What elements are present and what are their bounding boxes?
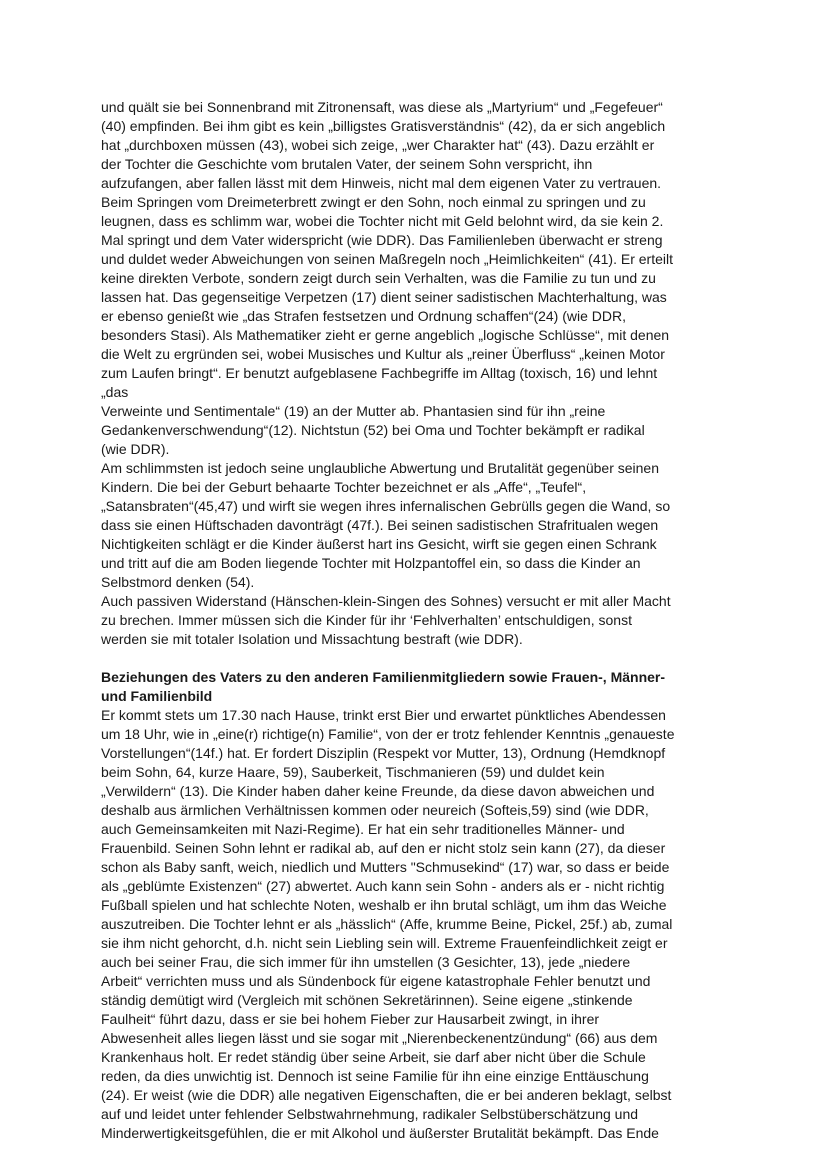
- text-line: auf und leidet unter fehlender Selbstwahrnehmung, radikaler Selbstüberschätzung und: [101, 1106, 639, 1122]
- text-line: auszutreiben. Die Tochter lehnt er als „hässlich“ (Affe, krumme Beine, Pickel, 25f.) ab, zumal: [101, 916, 673, 932]
- text-line: Beim Springen vom Dreimeterbrett zwingt er den Sohn, noch einmal zu springen und zu: [101, 194, 646, 210]
- paragraph-block-family-relations: [101, 706, 731, 1143]
- text-line: Frauenbild. Seinen Sohn lehnt er radikal ab, auf den er nicht stolz sein kann (27), da dieser: [101, 840, 666, 856]
- text-line: besonders Stasi). Als Mathematiker zieht er gerne angeblich „logische Schlüsse“, mit denen: [101, 327, 670, 343]
- text-line: Er kommt stets um 17.30 nach Hause, trinkt erst Bier und erwartet pünktliches Abendessen: [101, 707, 666, 723]
- text-line: und duldet weder Abweichungen von seinen Maßregeln noch „Heimlichkeiten“ (41). Er erteilt: [101, 251, 673, 267]
- text-line: der Tochter die Geschichte vom brutalen Vater, der seinem Sohn verspricht, ihn: [101, 156, 593, 172]
- text-line: zum Laufen bringt“. Er benutzt aufgeblasene Fachbegriffe im Alltag (toxisch, 16) und lehnt: [101, 365, 658, 381]
- text-line: „Verwildern“ (13). Die Kinder haben daher keine Freunde, da diese davon abweichen und: [101, 783, 655, 799]
- text-line: reden, da dies unwichtig ist. Dennoch ist seine Familie für ihn eine einzige Enttäuschung: [101, 1068, 649, 1084]
- text-line: Abwesenheit alles liegen lässt und sie sogar mit „Nierenbeckenentzündung“ (66) aus dem: [101, 1030, 658, 1046]
- text-line: um 18 Uhr, wie in „eine(r) richtige(n) Familie“, von der er trotz fehlender Kenntnis „genaueste: [101, 726, 675, 742]
- text-line: Krankenhaus holt. Er redet ständig über seine Arbeit, sie darf aber nicht über die Schule: [101, 1049, 646, 1065]
- text-line: (24). Er weist (wie die DDR) alle negativen Eigenschaften, die er bei anderen beklagt, selbst: [101, 1087, 672, 1103]
- text-line: deshalb aus ärmlichen Verhältnissen kommen oder neureich (Softeis,59) sind (wie DDR,: [101, 802, 649, 818]
- text-line: auch bei seiner Frau, die sich immer für ihn umstellen (3 Gesichter, 13), jede „niedere: [101, 954, 631, 970]
- text-line: Am schlimmsten ist jedoch seine unglaubliche Abwertung und Brutalität gegenüber seinen: [101, 460, 660, 476]
- text-line: (40) empfinden. Bei ihm gibt es kein „billigstes Gratisverständnis“ (42), da er sich angeblich: [101, 118, 666, 134]
- text-line: zu brechen. Immer müssen sich die Kinder für ihr ‘Fehlverhalten’ entschuldigen, sonst: [101, 612, 632, 628]
- text-line: (wie DDR).: [101, 441, 170, 457]
- text-line: als „geblümte Existenzen“ (27) abwertet. Auch kann sein Sohn - anders als er - nicht richtig: [101, 878, 665, 894]
- text-line: Beziehungen des Vaters zu den anderen Familienmitgliedern sowie Frauen-, Männer-: [101, 669, 666, 685]
- text-line: werden sie mit totaler Isolation und Missachtung bestraft (wie DDR).: [101, 631, 523, 647]
- text-line: und tritt auf die am Boden liegende Tochter mit Holzpantoffel ein, so dass die Kinder an: [101, 555, 641, 571]
- text-line: „das: [101, 384, 129, 400]
- text-line: leugnen, dass es schlimm war, wobei die Tochter nicht mit Geld belohnt wird, da sie kein 2.: [101, 213, 664, 229]
- text-line: sie ihm nicht gehorcht, d.h. nicht sein Liebling sein will. Extreme Frauenfeindlichkeit zeigt er: [101, 935, 668, 951]
- text-line: auch Gemeinsamkeiten mit Nazi-Regime). Er hat ein sehr traditionelles Männer- und: [101, 821, 625, 837]
- text-line: schon als Baby sanft, weich, niedlich und Mutters "Schmusekind“ (17) war, so dass er beide: [101, 859, 670, 875]
- section-gap: [101, 649, 731, 668]
- text-line: Fußball spielen und hat schlechte Noten, weshalb er ihn brutal schlägt, um ihm das Weiche: [101, 897, 667, 913]
- text-line: aufzufangen, aber fallen lässt mit dem Hinweis, nicht mal dem eigenen Vater zu vertrauen.: [101, 175, 662, 191]
- section-heading: [101, 668, 731, 706]
- text-line: Minderwertigkeitsgefühlen, die er mit Alkohol und äußerster Brutalität bekämpft. Das Ende: [101, 1125, 659, 1141]
- text-line: Faulheit“ führt dazu, dass er sie bei hohem Fieber zur Hausarbeit zwingt, in ihrer: [101, 1011, 600, 1027]
- text-line: Gedankenverschwendung“(12). Nichtstun (52) bei Oma und Tochter bekämpft er radikal: [101, 422, 645, 438]
- paragraph-block-father-behavior: [101, 98, 731, 649]
- text-line: Vorstellungen“(14f.) hat. Er fordert Disziplin (Respekt vor Mutter, 13), Ordnung (Hemdknopf: [101, 745, 666, 761]
- text-line: die Welt zu ergründen sei, wobei Musisches und Kultur als „reiner Überfluss“ „keinen Motor: [101, 346, 665, 362]
- text-line: lassen hat. Das gegenseitige Verpetzen (17) dient seiner sadistischen Machterhaltung, was: [101, 289, 667, 305]
- text-line: und quält sie bei Sonnenbrand mit Zitronensaft, was diese als „Martyrium“ und „Fegefeuer“: [101, 99, 663, 115]
- text-line: und Familienbild: [101, 688, 213, 704]
- text-line: er ebenso genießt wie „das Strafen festsetzen und Ordnung schaffen“(24) (wie DDR,: [101, 308, 627, 324]
- text-line: „Satansbraten“(45,47) und wirft sie wegen ihres infernalischen Gebrülls gegen die Wand, so: [101, 498, 671, 514]
- text-line: hat „durchboxen müssen (43), wobei sich zeige, „wer Charakter hat“ (43). Dazu erzählt er: [101, 137, 655, 153]
- text-line: Auch passiven Widerstand (Hänschen-klein-Singen des Sohnes) versucht er mit aller Macht: [101, 593, 671, 609]
- text-line: ständig demütigt wird (Vergleich mit schönen Sekretärinnen). Seine eigene „stinkende: [101, 992, 633, 1008]
- text-line: Mal springt und dem Vater widerspricht (wie DDR). Das Familienleben überwacht er streng: [101, 232, 663, 248]
- text-line: Kindern. Die bei der Geburt behaarte Tochter bezeichnet er als „Affe“, „Teufel“,: [101, 479, 587, 495]
- text-line: Arbeit“ verrichten muss und als Sündenbock für eigene katastrophale Fehler benutzt und: [101, 973, 651, 989]
- text-line: Nichtigkeiten schlägt er die Kinder äußerst hart ins Gesicht, wirft sie gegen einen Schrank: [101, 536, 657, 552]
- text-line: Verweinte und Sentimentale“ (19) an der Mutter ab. Phantasien sind für ihn „reine: [101, 403, 606, 419]
- text-line: keine direkten Verbote, sondern zeigt durch sein Verhalten, was die Familie zu tun und zu: [101, 270, 656, 286]
- document-page: [101, 98, 731, 1143]
- text-line: beim Sohn, 64, kurze Haare, 59), Sauberkeit, Tischmanieren (59) und duldet kein: [101, 764, 605, 780]
- text-line: Selbstmord denken (54).: [101, 574, 255, 590]
- text-line: dass sie einen Hüftschaden davonträgt (47f.). Bei seinen sadistischen Strafritualen wegen: [101, 517, 659, 533]
